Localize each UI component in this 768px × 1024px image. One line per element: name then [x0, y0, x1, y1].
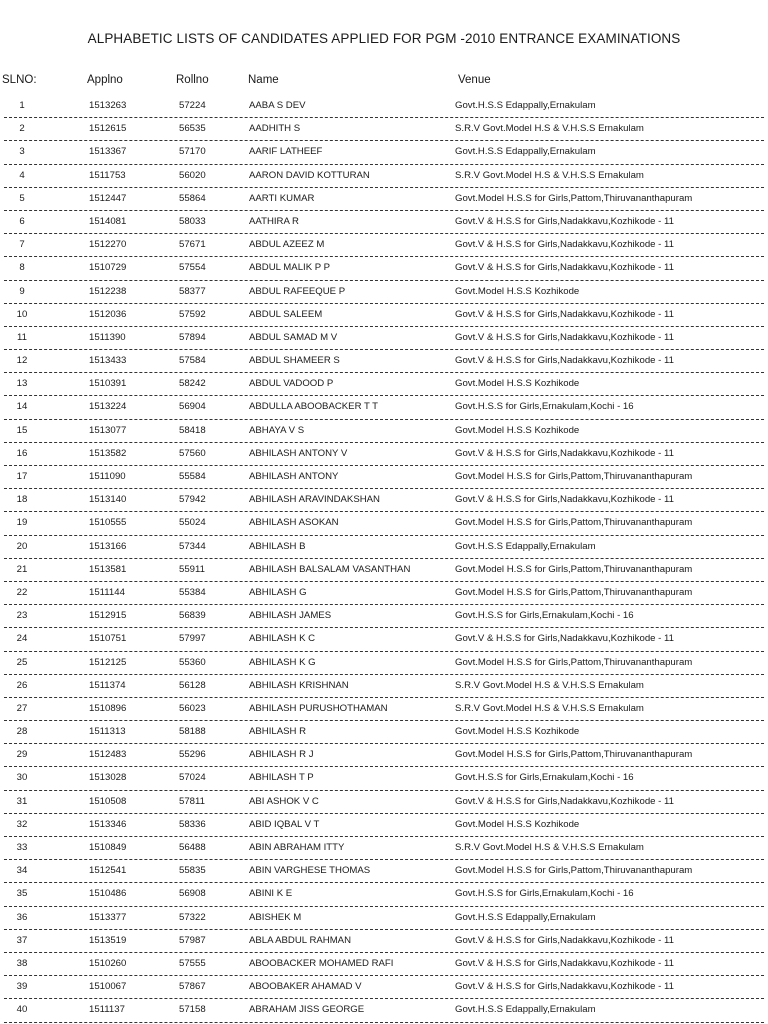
candidate-table: [0, 96, 768, 1024]
cell-slno: 12: [16, 355, 28, 367]
cell-name: AABA S DEV: [249, 100, 306, 111]
cell-slno: 10: [16, 308, 28, 320]
cell-venue: Govt.H.S.S Edappally,Ernakulam: [455, 540, 596, 552]
cell-slno: 20: [16, 540, 28, 552]
table-row: [0, 884, 768, 907]
cell-name: ABISHEK M: [249, 911, 302, 923]
cell-rollno: 56535: [179, 123, 206, 135]
cell-applno: 1511390: [89, 331, 126, 343]
cell-venue: Govt.V & H.S.S for Girls,Nadakkavu,Kozhikode - 11: [455, 239, 674, 251]
cell-venue: Govt.V & H.S.S for Girls,Nadakkavu,Kozhikode - 11: [455, 957, 674, 969]
cell-name: AADHITH S: [249, 123, 301, 135]
table-row: [0, 1000, 768, 1023]
cell-slno: 15: [16, 424, 28, 436]
table-row: [0, 583, 768, 606]
cell-slno: 25: [16, 656, 28, 668]
cell-name: ABDUL MALIK P P: [249, 262, 331, 274]
cell-venue: Govt.V & H.S.S for Girls,Nadakkavu,Kozhikode - 11: [455, 355, 674, 367]
cell-name: ABID IQBAL V T: [249, 818, 320, 830]
cell-name: ABHILASH ARAVINDAKSHAN: [249, 494, 380, 506]
cell-venue: Govt.V & H.S.S for Girls,Nadakkavu,Kozhikode - 11: [455, 447, 674, 459]
cell-applno: 1511144: [89, 586, 125, 598]
header-applno: Applno: [87, 74, 123, 86]
cell-name: ABDUL SHAMEER S: [249, 355, 340, 367]
cell-name: ABHILASH G: [249, 586, 307, 598]
table-row: [0, 699, 768, 722]
cell-slno: 26: [16, 679, 28, 691]
cell-venue: Govt.Model H.S.S Kozhikode: [455, 424, 580, 436]
table-row: [0, 861, 768, 884]
cell-applno: 1510896: [89, 702, 127, 714]
cell-rollno: 57811: [179, 795, 205, 807]
cell-rollno: 57555: [179, 957, 206, 969]
cell-slno: 38: [16, 957, 28, 969]
cell-rollno: 57894: [179, 331, 206, 343]
cell-rollno: 57942: [179, 494, 206, 506]
cell-name: AATHIRA R: [249, 215, 299, 227]
cell-rollno: 57170: [179, 146, 206, 158]
table-row: [0, 606, 768, 629]
cell-venue: Govt.H.S.S for Girls,Ernakulam,Kochi - 16: [455, 610, 634, 622]
cell-slno: 32: [16, 818, 28, 830]
cell-applno: 1514081: [89, 215, 127, 227]
table-row: [0, 676, 768, 699]
cell-name: ABDUL VADOOD P: [249, 378, 334, 390]
table-row: [0, 235, 768, 258]
table-row: [0, 444, 768, 467]
table-row: [0, 977, 768, 1000]
cell-venue: S.R.V Govt.Model H.S & V.H.S.S Ernakulam: [455, 842, 644, 853]
cell-applno: 1510555: [89, 517, 127, 529]
cell-name: ABHILASH T P: [249, 772, 314, 784]
cell-name: ABRAHAM JISS GEORGE: [249, 1004, 365, 1016]
cell-slno: 2: [19, 123, 25, 135]
table-row: [0, 629, 768, 652]
cell-rollno: 55024: [179, 517, 206, 529]
cell-slno: 18: [16, 494, 28, 506]
cell-slno: 27: [16, 702, 28, 714]
cell-applno: 1510751: [89, 633, 127, 645]
table-row: [0, 119, 768, 142]
table-row: [0, 397, 768, 420]
cell-applno: 1513077: [89, 424, 127, 436]
table-row: [0, 838, 768, 861]
cell-venue: Govt.H.S.S for Girls,Ernakulam,Kochi - 16: [455, 401, 634, 413]
cell-name: AARTI KUMAR: [249, 192, 315, 204]
cell-venue: S.R.V Govt.Model H.S & V.H.S.S Ernakulam: [455, 679, 644, 691]
cell-applno: 1513377: [89, 911, 127, 923]
cell-applno: 1513140: [89, 494, 127, 506]
cell-rollno: 57560: [179, 447, 206, 459]
cell-applno: 1513346: [89, 818, 127, 830]
cell-applno: 1510849: [89, 842, 127, 853]
cell-rollno: 56023: [179, 702, 206, 714]
table-row: [0, 490, 768, 513]
table-row: [0, 792, 768, 815]
cell-rollno: 57024: [179, 772, 206, 784]
cell-rollno: 56908: [179, 888, 206, 900]
cell-venue: Govt.Model H.S.S for Girls,Pattom,Thiruvananthapuram: [455, 586, 693, 598]
cell-slno: 28: [16, 726, 28, 738]
table-row: [0, 560, 768, 583]
cell-venue: Govt.Model H.S.S for Girls,Pattom,Thiruvananthapuram: [455, 656, 693, 668]
cell-slno: 31: [16, 795, 28, 807]
cell-name: ABHILASH B: [249, 540, 306, 552]
cell-venue: Govt.H.S.S for Girls,Ernakulam,Kochi - 16: [455, 772, 634, 784]
cell-venue: Govt.V & H.S.S for Girls,Nadakkavu,Kozhikode - 11: [455, 215, 674, 227]
cell-rollno: 57554: [179, 262, 206, 274]
table-row: [0, 537, 768, 560]
cell-rollno: 55584: [179, 471, 206, 482]
table-row: [0, 374, 768, 397]
cell-slno: 29: [16, 749, 28, 761]
cell-venue: Govt.H.S.S Edappally,Ernakulam: [455, 1004, 596, 1016]
cell-name: ABHILASH R: [249, 726, 307, 738]
cell-slno: 9: [19, 285, 25, 297]
cell-venue: Govt.Model H.S.S for Girls,Pattom,Thiruvananthapuram: [455, 865, 693, 877]
cell-rollno: 55911: [179, 563, 205, 575]
cell-name: ABHILASH JAMES: [249, 610, 332, 622]
cell-venue: S.R.V Govt.Model H.S & V.H.S.S Ernakulam: [455, 169, 644, 181]
table-row: [0, 328, 768, 351]
cell-slno: 14: [16, 401, 28, 413]
cell-rollno: 56128: [179, 679, 206, 691]
cell-rollno: 58336: [179, 818, 206, 830]
header-slno: SLNO:: [2, 74, 37, 86]
cell-venue: Govt.V & H.S.S for Girls,Nadakkavu,Kozhikode - 11: [455, 795, 674, 807]
cell-applno: 1513028: [89, 772, 127, 784]
cell-name: ABHILASH ANTONY V: [249, 447, 348, 459]
cell-slno: 30: [16, 772, 28, 784]
cell-applno: 1511137: [89, 1004, 125, 1016]
cell-slno: 35: [16, 888, 28, 900]
cell-rollno: 55864: [179, 192, 206, 204]
table-row: [0, 351, 768, 374]
cell-venue: Govt.H.S.S for Girls,Ernakulam,Kochi - 16: [455, 888, 634, 900]
cell-applno: 1513263: [89, 100, 127, 111]
cell-applno: 1510508: [89, 795, 127, 807]
cell-slno: 3: [19, 146, 25, 158]
cell-slno: 36: [16, 911, 28, 923]
cell-venue: S.R.V Govt.Model H.S & V.H.S.S Ernakulam: [455, 702, 644, 714]
cell-applno: 1511313: [89, 726, 126, 738]
cell-venue: Govt.Model H.S.S for Girls,Pattom,Thiruvananthapuram: [455, 563, 693, 575]
cell-applno: 1512238: [89, 285, 127, 297]
cell-name: ABHILASH PURUSHOTHAMAN: [249, 702, 388, 714]
cell-venue: S.R.V Govt.Model H.S & V.H.S.S Ernakulam: [455, 123, 644, 135]
cell-applno: 1512541: [89, 865, 127, 877]
table-row: [0, 513, 768, 536]
table-row: [0, 768, 768, 791]
cell-rollno: 57322: [179, 911, 206, 923]
cell-slno: 5: [19, 192, 25, 204]
cell-applno: 1510486: [89, 888, 127, 900]
cell-slno: 11: [17, 331, 27, 343]
table-row: [0, 305, 768, 328]
table-header: [0, 74, 768, 92]
table-row: [0, 931, 768, 954]
cell-slno: 1: [19, 100, 25, 111]
cell-rollno: 55360: [179, 656, 206, 668]
cell-venue: Govt.Model H.S.S for Girls,Pattom,Thiruvananthapuram: [455, 192, 693, 204]
cell-rollno: 57224: [179, 100, 206, 111]
cell-rollno: 58377: [179, 285, 206, 297]
cell-venue: Govt.Model H.S.S for Girls,Pattom,Thiruvananthapuram: [455, 517, 693, 529]
cell-name: ABHILASH K G: [249, 656, 316, 668]
cell-rollno: 56904: [179, 401, 206, 413]
cell-slno: 7: [19, 239, 25, 251]
cell-slno: 19: [16, 517, 28, 529]
cell-slno: 24: [16, 633, 28, 645]
table-row: [0, 467, 768, 490]
cell-applno: 1512125: [89, 656, 127, 668]
table-row: [0, 212, 768, 235]
cell-name: ABDULLA ABOOBACKER T T: [249, 401, 379, 413]
cell-rollno: 58188: [179, 726, 206, 738]
cell-applno: 1510260: [89, 957, 127, 969]
cell-venue: Govt.V & H.S.S for Girls,Nadakkavu,Kozhikode - 11: [455, 494, 674, 506]
table-row: [0, 954, 768, 977]
table-row: [0, 282, 768, 305]
cell-applno: 1510067: [89, 981, 127, 993]
cell-name: ABIN VARGHESE THOMAS: [249, 865, 371, 877]
cell-name: ABHILASH ANTONY: [249, 471, 339, 482]
cell-name: ABDUL SALEEM: [249, 308, 323, 320]
cell-slno: 40: [16, 1004, 28, 1016]
cell-rollno: 58242: [179, 378, 206, 390]
cell-slno: 23: [16, 610, 28, 622]
cell-rollno: 57592: [179, 308, 206, 320]
cell-venue: Govt.Model H.S.S for Girls,Pattom,Thiruvananthapuram: [455, 749, 693, 761]
cell-slno: 6: [19, 215, 25, 227]
cell-slno: 17: [16, 471, 28, 482]
header-name: Name: [248, 74, 279, 86]
cell-name: AARIF LATHEEF: [249, 146, 323, 158]
table-row: [0, 745, 768, 768]
cell-rollno: 56488: [179, 842, 206, 853]
cell-name: ABOOBAKER AHAMAD V: [249, 981, 362, 993]
cell-rollno: 57584: [179, 355, 206, 367]
cell-rollno: 56839: [179, 610, 206, 622]
header-venue: Venue: [458, 74, 491, 86]
cell-name: ABIN ABRAHAM ITTY: [249, 842, 345, 853]
cell-applno: 1513519: [89, 934, 127, 946]
cell-name: AARON DAVID KOTTURAN: [249, 169, 370, 181]
cell-slno: 21: [16, 563, 28, 575]
cell-applno: 1512915: [89, 610, 127, 622]
table-row: [0, 258, 768, 281]
cell-rollno: 58033: [179, 215, 206, 227]
cell-name: ABOOBACKER MOHAMED RAFI: [249, 957, 394, 969]
cell-name: ABHILASH BALSALAM VASANTHAN: [249, 563, 411, 575]
cell-applno: 1513367: [89, 146, 127, 158]
cell-rollno: 58418: [179, 424, 206, 436]
table-row: [0, 166, 768, 189]
table-row: [0, 653, 768, 676]
cell-venue: Govt.Model H.S.S for Girls,Pattom,Thiruvananthapuram: [455, 471, 693, 482]
cell-name: ABI ASHOK V C: [249, 795, 319, 807]
cell-applno: 1513581: [89, 563, 127, 575]
cell-applno: 1512036: [89, 308, 127, 320]
cell-applno: 1512270: [89, 239, 127, 251]
cell-applno: 1510391: [89, 378, 127, 390]
cell-rollno: 57997: [179, 633, 206, 645]
cell-venue: Govt.V & H.S.S for Girls,Nadakkavu,Kozhikode - 11: [455, 331, 674, 343]
cell-name: ABHAYA V S: [249, 424, 305, 436]
cell-venue: Govt.V & H.S.S for Girls,Nadakkavu,Kozhikode - 11: [455, 308, 674, 320]
cell-rollno: 57671: [179, 239, 206, 251]
cell-slno: 34: [16, 865, 28, 877]
table-row: [0, 815, 768, 838]
cell-name: ABHILASH K C: [249, 633, 316, 645]
cell-venue: Govt.V & H.S.S for Girls,Nadakkavu,Kozhikode - 11: [455, 633, 674, 645]
table-row: [0, 142, 768, 165]
cell-rollno: 55835: [179, 865, 206, 877]
cell-applno: 1511753: [89, 169, 126, 181]
cell-slno: 22: [16, 586, 28, 598]
cell-venue: Govt.H.S.S Edappally,Ernakulam: [455, 911, 596, 923]
cell-venue: Govt.V & H.S.S for Girls,Nadakkavu,Kozhikode - 11: [455, 934, 674, 946]
cell-name: ABHILASH R J: [249, 749, 314, 761]
cell-applno: 1513582: [89, 447, 127, 459]
cell-slno: 37: [16, 934, 28, 946]
cell-venue: Govt.H.S.S Edappally,Ernakulam: [455, 146, 596, 158]
cell-rollno: 57344: [179, 540, 206, 552]
cell-venue: Govt.V & H.S.S for Girls,Nadakkavu,Kozhikode - 11: [455, 262, 674, 274]
cell-rollno: 55296: [179, 749, 206, 761]
cell-venue: Govt.Model H.S.S Kozhikode: [455, 285, 580, 297]
cell-venue: Govt.Model H.S.S Kozhikode: [455, 726, 580, 738]
cell-name: ABHILASH KRISHNAN: [249, 679, 349, 691]
cell-applno: 1510729: [89, 262, 127, 274]
cell-rollno: 57987: [179, 934, 206, 946]
table-row: [0, 96, 768, 119]
page-title: ALPHABETIC LISTS OF CANDIDATES APPLIED FOR PGM -2010 ENTRANCE EXAMINATIONS: [87, 31, 681, 46]
cell-venue: Govt.Model H.S.S Kozhikode: [455, 378, 580, 390]
table-row: [0, 189, 768, 212]
cell-venue: Govt.V & H.S.S for Girls,Nadakkavu,Kozhikode - 11: [455, 981, 674, 993]
cell-venue: Govt.Model H.S.S Kozhikode: [455, 818, 580, 830]
cell-applno: 1512483: [89, 749, 127, 761]
cell-slno: 8: [19, 262, 25, 274]
table-row: [0, 722, 768, 745]
cell-name: ABDUL AZEEZ M: [249, 239, 325, 251]
table-row: [0, 421, 768, 444]
cell-name: ABDUL RAFEEQUE P: [249, 285, 346, 297]
cell-slno: 13: [16, 378, 28, 390]
cell-slno: 4: [19, 169, 25, 181]
cell-rollno: 57158: [179, 1004, 206, 1016]
cell-rollno: 57867: [179, 981, 206, 993]
cell-name: ABDUL SAMAD M V: [249, 331, 338, 343]
cell-slno: 33: [16, 842, 28, 853]
cell-name: ABHILASH ASOKAN: [249, 517, 339, 529]
cell-venue: Govt.H.S.S Edappally,Ernakulam: [455, 100, 596, 111]
cell-applno: 1511374: [89, 679, 126, 691]
cell-rollno: 55384: [179, 586, 206, 598]
cell-applno: 1511090: [89, 471, 126, 482]
cell-applno: 1513166: [89, 540, 127, 552]
cell-rollno: 56020: [179, 169, 206, 181]
cell-name: ABLA ABDUL RAHMAN: [249, 934, 352, 946]
cell-applno: 1512615: [89, 123, 127, 135]
cell-slno: 39: [16, 981, 28, 993]
cell-applno: 1513433: [89, 355, 127, 367]
cell-slno: 16: [16, 447, 28, 459]
cell-applno: 1512447: [89, 192, 127, 204]
header-rollno: Rollno: [176, 74, 209, 86]
table-row: [0, 908, 768, 931]
cell-applno: 1513224: [89, 401, 127, 413]
cell-name: ABINI K E: [249, 888, 293, 900]
